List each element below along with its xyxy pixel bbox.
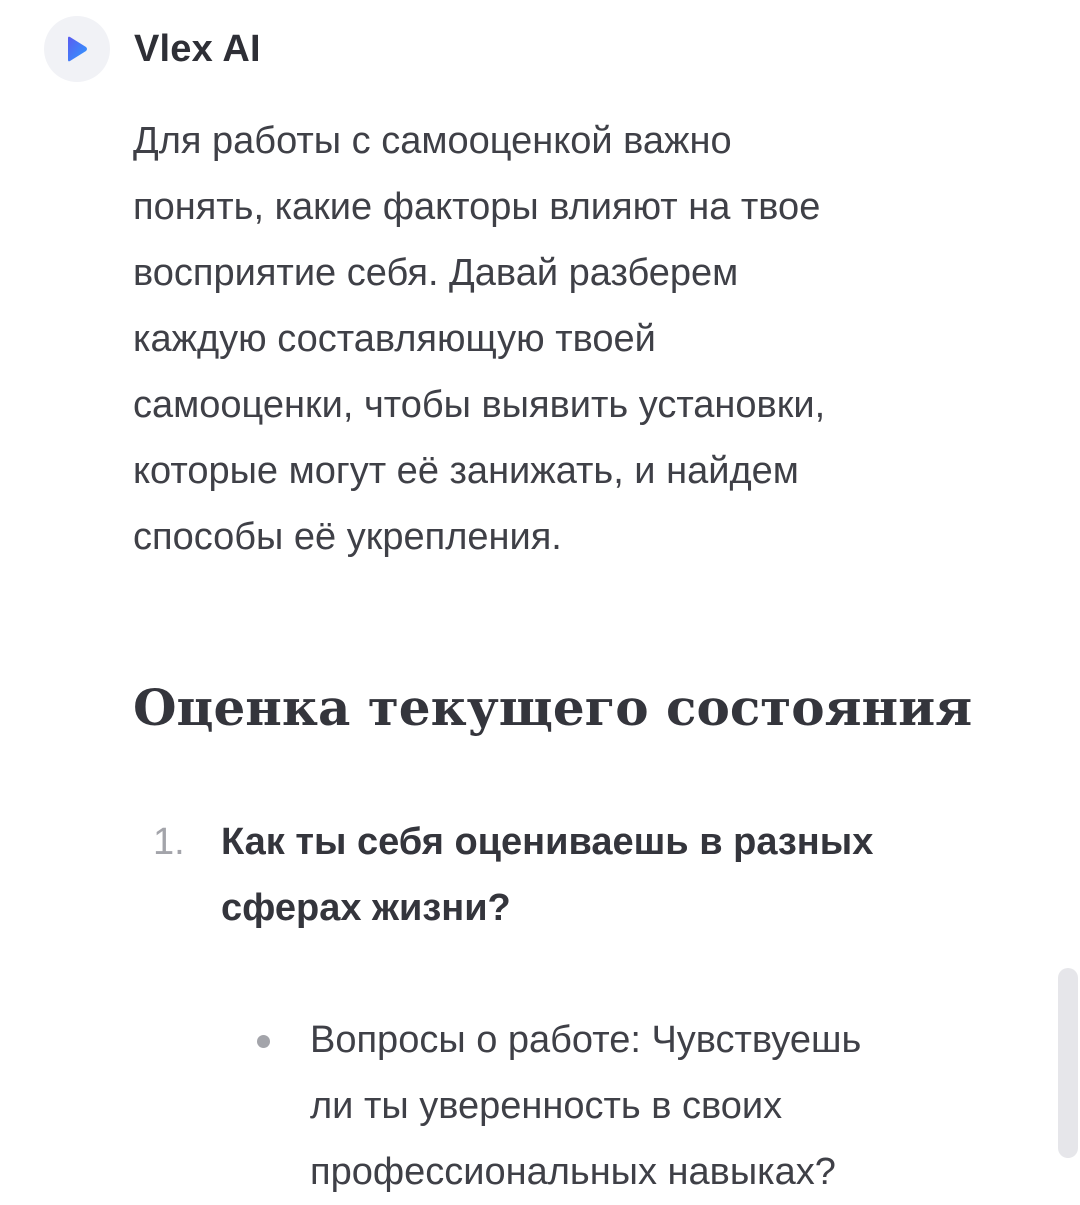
list-item-text [221, 809, 1033, 941]
paragraph-line: каждую составляющую твоей [133, 318, 656, 360]
bullet-item-line: ли ты уверенность в своих [310, 1085, 783, 1127]
intro-paragraph [133, 108, 1033, 570]
paragraph-line: Для работы с самооценкой важно [133, 120, 732, 162]
play-triangle-icon [64, 35, 90, 63]
ordered-list-item [133, 809, 1033, 941]
paragraph-line: восприятие себя. Давай разберем [133, 252, 739, 294]
list-number: 1. [153, 821, 185, 863]
bullet-item-text [310, 1007, 1033, 1205]
paragraph-line: способы её укрепления. [133, 516, 562, 558]
bot-name: Vlex AI [134, 27, 261, 70]
scrollbar-thumb[interactable] [1058, 968, 1078, 1158]
paragraph-line: самооценки, чтобы выявить установки, [133, 384, 826, 426]
bullet-dot-icon [257, 1035, 270, 1048]
list-item-line: сферах жизни? [221, 887, 511, 929]
paragraph-line: которые могут её занижать, и найдем [133, 450, 799, 492]
paragraph-line: понять, какие факторы влияют на твое [133, 186, 821, 228]
message-body [133, 108, 1033, 1205]
bullet-item-line: профессиональных навыках? [310, 1151, 836, 1193]
bullet-item-line: Вопросы о работе: Чувствуешь [310, 1019, 862, 1061]
list-item-line: Как ты себя оцениваешь в разных [221, 821, 874, 863]
bullet-list-item [221, 1007, 1033, 1205]
bot-avatar[interactable] [44, 16, 110, 82]
section-title: Оценка текущего состояния [133, 678, 973, 737]
message-header [44, 16, 261, 82]
